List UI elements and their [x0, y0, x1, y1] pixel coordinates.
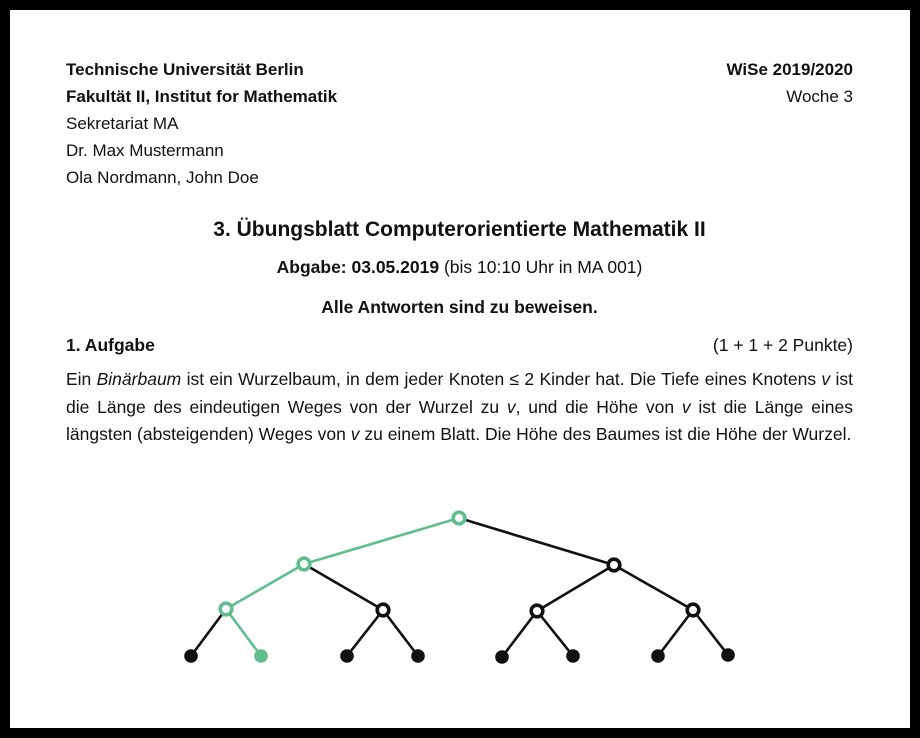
- header-line: Ola Nordmann, John Doe: [66, 168, 259, 187]
- sheet-title: 3. Übungsblatt Computerorientierte Mathematik II: [213, 218, 706, 241]
- header-line: Woche 3: [786, 87, 853, 106]
- document-content: [10, 10, 910, 449]
- header-line: Fakultät II, Institut for Mathematik: [66, 87, 338, 106]
- intro-text: ist die Länge eines längsten (absteigenden) Weges von: [66, 396, 853, 444]
- due-date-line: [66, 255, 853, 279]
- intro-italic-term: v: [506, 396, 516, 417]
- intro-text: ist ein Wurzelbaum, in dem jeder Knoten ≤ 2 Kinder hat. Die Tiefe eines Knotens: [181, 369, 822, 389]
- intro-italic-term: v: [350, 424, 360, 444]
- task-label: 1. Aufgabe: [66, 335, 155, 355]
- proof-notice: Alle Antworten sind zu beweisen.: [321, 297, 598, 317]
- header-line: Technische Universität Berlin: [66, 60, 304, 79]
- intro-text: , und die Höhe von: [515, 396, 682, 417]
- due-date-bold: Abgabe: 03.05.2019: [276, 257, 440, 277]
- task-points: (1 + 1 + 2 Punkte): [712, 335, 853, 355]
- intro-text: zu einem Blatt. Die Höhe des Baumes ist die Höhe der Wurzel.: [359, 424, 852, 444]
- intro-italic-term: Binärbaum: [96, 369, 182, 389]
- due-date-detail: (bis 10:10 Uhr in MA 001): [439, 257, 643, 277]
- intro-italic-term: v: [681, 396, 691, 417]
- document-header: [66, 56, 853, 191]
- header-line: Dr. Max Mustermann: [66, 141, 224, 160]
- intro-paragraph: [66, 366, 853, 449]
- document-page: [10, 10, 910, 728]
- intro-text: Ein: [66, 369, 97, 389]
- intro-text: ist die Länge des eindeutigen Weges von der Wurzel zu: [66, 369, 853, 417]
- header-left: [66, 56, 337, 191]
- intro-italic-term: v: [821, 369, 831, 389]
- task-heading-row: [66, 333, 853, 357]
- header-right: [727, 56, 854, 191]
- header-line: Sekretariat MA: [66, 114, 179, 133]
- header-line: WiSe 2019/2020: [726, 60, 853, 79]
